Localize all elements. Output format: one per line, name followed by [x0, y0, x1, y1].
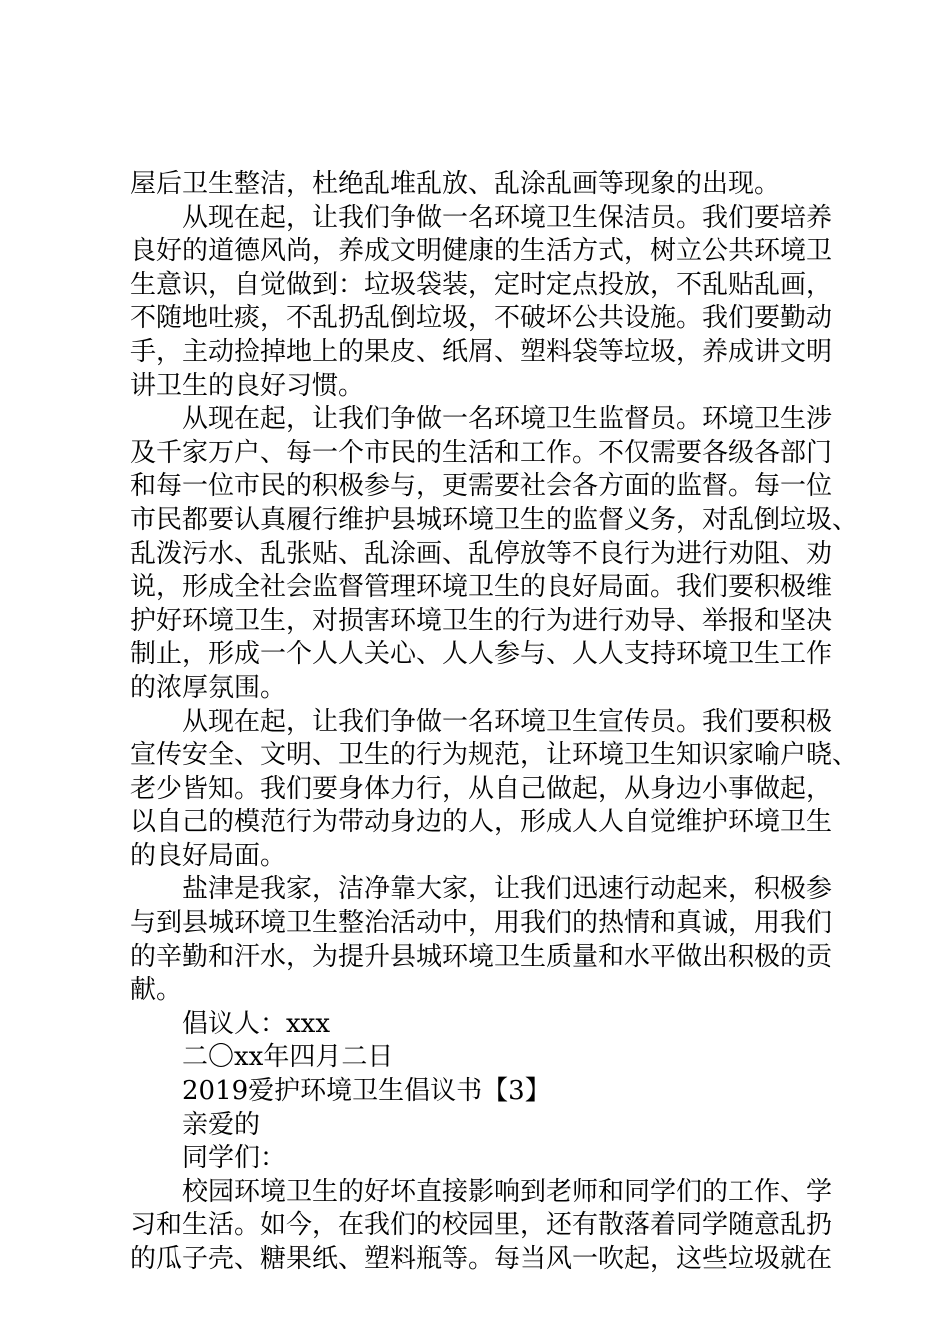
- text-line: 亲爱的: [182, 1109, 261, 1140]
- text-line: 市民都要认真履行维护县城环境卫生的监督义务，对乱倒垃圾、: [130, 504, 859, 535]
- text-line: 盐津是我家，洁净靠大家，让我们迅速行动起来，积极参: [182, 874, 833, 905]
- text-line: 讲卫生的良好习惯。: [130, 370, 365, 401]
- text-line: 的辛勤和汗水，为提升县城环境卫生质量和水平做出积极的贡: [130, 941, 833, 972]
- text-line: 倡议人：xxx: [182, 1008, 330, 1039]
- text-line: 说，形成全社会监督管理环境卫生的良好局面。我们要积极维: [130, 572, 833, 603]
- text-line: 同学们：: [182, 1143, 287, 1174]
- text-line: 2019爱护环境卫生倡议书【3】: [182, 1076, 551, 1107]
- text-line: 以自己的模范行为带动身边的人，形成人人自觉维护环境卫生: [130, 807, 833, 838]
- text-line: 老少皆知。我们要身体力行，从自己做起，从身边小事做起，: [130, 773, 833, 804]
- text-line: 屋后卫生整洁，杜绝乱堆乱放、乱涂乱画等现象的出现。: [130, 169, 781, 199]
- text-line: 不随地吐痰，不乱扔乱倒垃圾，不破坏公共设施。我们要勤动: [130, 303, 833, 334]
- text-line: 的浓厚氛围。: [130, 672, 287, 703]
- text-line: 二〇xx年四月二日: [182, 1042, 394, 1073]
- text-line: 良好的道德风尚，养成文明健康的生活方式，树立公共环境卫: [130, 236, 833, 267]
- text-line: 乱泼污水、乱张贴、乱涂画、乱停放等不良行为进行劝阻、劝: [130, 538, 833, 569]
- text-line: 与到县城环境卫生整治活动中，用我们的热情和真诚，用我们: [130, 908, 833, 939]
- document-body: [130, 168, 859, 1277]
- text-line: 护好环境卫生，对损害环境卫生的行为进行劝导、举报和坚决: [130, 605, 833, 636]
- text-line: 从现在起，让我们争做一名环境卫生保洁员。我们要培养: [182, 202, 833, 233]
- text-line: 生意识，自觉做到：垃圾袋装，定时定点投放，不乱贴乱画，: [130, 269, 833, 300]
- text-line: 校园环境卫生的好坏直接影响到老师和同学们的工作、学: [182, 1176, 833, 1207]
- text-line: 的良好局面。: [130, 840, 287, 871]
- text-line: 从现在起，让我们争做一名环境卫生宣传员。我们要积极: [182, 706, 833, 737]
- text-line: 习和生活。如今，在我们的校园里，还有散落着同学随意乱扔: [130, 1210, 833, 1241]
- text-line: 和每一位市民的积极参与，更需要社会各方面的监督。每一位: [130, 471, 833, 502]
- text-line: 手，主动捡掉地上的果皮、纸屑、塑料袋等垃圾，养成讲文明: [130, 336, 833, 367]
- text-line: 的瓜子壳、糖果纸、塑料瓶等。每当风一吹起，这些垃圾就在: [130, 1244, 833, 1274]
- text-line: 献。: [130, 975, 183, 1006]
- text-line: 及千家万户、每一个市民的生活和工作。不仅需要各级各部门: [130, 437, 833, 468]
- text-line: 宣传安全、文明、卫生的行为规范，让环境卫生知识家喻户晓、: [130, 740, 859, 771]
- text-line: 从现在起，让我们争做一名环境卫生监督员。环境卫生涉: [182, 404, 833, 435]
- text-line: 制止，形成一个人人关心、人人参与、人人支持环境卫生工作: [130, 639, 833, 670]
